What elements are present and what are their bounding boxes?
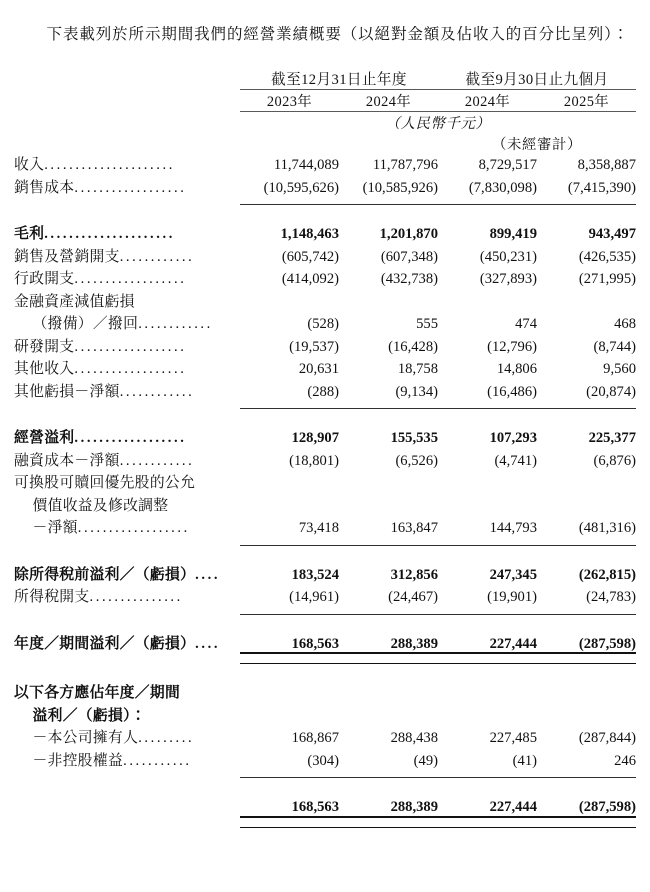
intro-paragraph: 下表載列於所示期間我們的經營業績概要（以絕對金額及佔收入的百分比呈列）： bbox=[46, 25, 630, 43]
table-row bbox=[14, 705, 636, 728]
row-value-col-1: (19,537) bbox=[289, 338, 339, 355]
row-value-col-4: 943,497 bbox=[588, 226, 637, 242]
header-group-row bbox=[14, 68, 636, 90]
row-value-col-4 bbox=[537, 495, 636, 518]
double-rule-segment-col-3 bbox=[438, 819, 537, 828]
double-rule-line bbox=[537, 816, 636, 828]
header-currency-row bbox=[14, 112, 636, 134]
row-spacer bbox=[14, 409, 636, 428]
row-value-col-3: (16,486) bbox=[487, 383, 537, 400]
dot-leader: ............ bbox=[119, 248, 195, 265]
row-label-text: （撥備）／撥回 bbox=[32, 316, 139, 332]
row-value-col-2 bbox=[339, 472, 438, 495]
row-value-col-3: 144,793 bbox=[489, 520, 537, 536]
double-rule-segment-col-4 bbox=[537, 819, 636, 828]
row-value-col-3: 899,419 bbox=[489, 226, 537, 242]
header-year-2025-interim: 2025年 bbox=[537, 90, 636, 112]
header-year-2024-annual: 2024年 bbox=[339, 90, 438, 112]
row-label-text: 銷售及營銷開支 bbox=[14, 248, 120, 265]
financial-summary-table bbox=[14, 68, 636, 828]
row-value-col-1: 168,563 bbox=[291, 799, 339, 815]
row-label-text: －淨額 bbox=[32, 520, 78, 536]
row-value-col-2: (9,134) bbox=[395, 383, 438, 400]
row-value-col-4: (271,995) bbox=[578, 271, 637, 287]
row-label bbox=[14, 495, 240, 518]
row-value-col-2: 288,389 bbox=[390, 799, 438, 815]
currency-note: （人民幣千元） bbox=[385, 116, 491, 132]
row-value-col-4: (287,598) bbox=[578, 635, 637, 652]
double-rule-segment-col-2 bbox=[339, 655, 438, 664]
table-body bbox=[14, 154, 636, 828]
dot-leader: .... bbox=[195, 635, 221, 652]
row-value-col-2 bbox=[339, 495, 438, 518]
row-value-col-2: 555 bbox=[416, 316, 438, 332]
dot-leader: .................. bbox=[74, 430, 187, 446]
row-value-col-2: (16,428) bbox=[388, 338, 438, 355]
row-label-text: 銷售成本 bbox=[14, 179, 75, 196]
row-value-col-3: 8,729,517 bbox=[478, 157, 537, 173]
row-value-col-1: (288) bbox=[307, 383, 339, 400]
table-row bbox=[14, 586, 636, 609]
row-value-col-1: (18,801) bbox=[289, 452, 339, 469]
row-label bbox=[14, 450, 240, 473]
dot-leader: ..................... bbox=[44, 226, 175, 242]
row-value-col-3: (327,893) bbox=[479, 271, 537, 287]
dot-leader: ......... bbox=[138, 730, 195, 746]
row-value-col-2: 312,856 bbox=[390, 566, 438, 583]
row-label-text: 金融資產減值虧損 bbox=[14, 293, 135, 310]
row-value-col-1 bbox=[240, 705, 339, 728]
row-value-col-1: 168,563 bbox=[291, 635, 339, 652]
row-value-col-2: 288,438 bbox=[390, 730, 438, 746]
header-spacer bbox=[14, 90, 240, 112]
row-value-col-1: (605,742) bbox=[281, 248, 339, 265]
double-rule-line bbox=[240, 652, 339, 664]
header-spacer bbox=[339, 133, 438, 154]
spacer-cell bbox=[537, 664, 636, 682]
row-value-col-1 bbox=[240, 472, 339, 495]
row-value-col-2: 288,389 bbox=[390, 635, 438, 652]
row-value-col-4: (287,844) bbox=[578, 730, 637, 746]
spacer-cell bbox=[537, 205, 636, 224]
row-value-col-3: (450,231) bbox=[479, 248, 537, 265]
unaudited-note: （未經審計） bbox=[492, 137, 582, 153]
row-value-col-1: 168,867 bbox=[291, 730, 339, 746]
spacer-cell bbox=[438, 778, 537, 797]
row-spacer bbox=[14, 545, 636, 564]
double-rule-line bbox=[240, 816, 339, 828]
row-value-col-2: (607,348) bbox=[380, 248, 438, 265]
double-rule-segment-col-1 bbox=[240, 819, 339, 828]
table-row bbox=[14, 223, 636, 246]
total-double-rule bbox=[14, 819, 636, 828]
double-rule-line bbox=[537, 652, 636, 664]
row-label bbox=[14, 268, 240, 291]
row-value-col-1: (14,961) bbox=[289, 589, 339, 605]
row-label-text: 除所得稅前溢利／（虧損） bbox=[14, 566, 196, 583]
row-value-col-4: 468 bbox=[614, 316, 637, 332]
table-row bbox=[14, 750, 636, 773]
spacer-cell bbox=[339, 664, 438, 682]
row-label-text: 毛利 bbox=[14, 226, 45, 242]
dot-leader: ............ bbox=[119, 383, 195, 400]
row-value-col-3: 227,444 bbox=[489, 635, 537, 652]
spacer-cell bbox=[240, 614, 339, 633]
header-spacer bbox=[14, 112, 240, 134]
row-spacer bbox=[14, 614, 636, 633]
row-value-col-3: 107,293 bbox=[489, 430, 537, 446]
row-value-col-1: 1,148,463 bbox=[280, 226, 339, 242]
table-row bbox=[14, 381, 636, 404]
row-spacer bbox=[14, 205, 636, 224]
row-value-col-1: 20,631 bbox=[298, 361, 339, 377]
row-label bbox=[14, 472, 240, 495]
table-row bbox=[14, 336, 636, 359]
spacer-cell bbox=[339, 778, 438, 797]
row-label bbox=[14, 223, 240, 246]
dot-leader: ..................... bbox=[44, 157, 175, 173]
row-value-col-3 bbox=[438, 495, 537, 518]
total-double-rule bbox=[14, 655, 636, 664]
spacer-cell bbox=[339, 409, 438, 428]
row-spacer bbox=[14, 778, 636, 797]
row-value-col-4: (24,783) bbox=[586, 589, 637, 605]
spacer-cell bbox=[14, 664, 240, 682]
table-header bbox=[14, 68, 636, 154]
spacer-cell bbox=[339, 205, 438, 224]
spacer-cell bbox=[438, 409, 537, 428]
spacer-cell bbox=[438, 545, 537, 564]
row-label bbox=[14, 246, 240, 269]
row-label-text: 收入 bbox=[14, 157, 45, 173]
spacer-cell bbox=[240, 205, 339, 224]
dot-leader: ............ bbox=[138, 316, 213, 332]
row-value-col-3: (7,830,098) bbox=[468, 179, 537, 196]
spacer-cell bbox=[14, 205, 240, 224]
row-value-col-2: (10,585,926) bbox=[362, 179, 438, 196]
table-row bbox=[14, 427, 636, 450]
row-label-text: 研發開支 bbox=[14, 338, 75, 355]
row-label-text: 其他收入 bbox=[14, 361, 75, 377]
row-value-col-1: (528) bbox=[307, 316, 339, 332]
rule-pad bbox=[14, 655, 240, 664]
row-label bbox=[14, 796, 240, 819]
row-label-text: －本公司擁有人 bbox=[32, 730, 139, 746]
dot-leader: .................. bbox=[74, 338, 187, 355]
row-value-col-3: (19,901) bbox=[487, 589, 537, 605]
row-label bbox=[14, 381, 240, 404]
row-value-col-2: 18,758 bbox=[397, 361, 438, 377]
dot-leader: .................. bbox=[74, 179, 187, 196]
table-row bbox=[14, 564, 636, 587]
header-year-row bbox=[14, 90, 636, 112]
spacer-cell bbox=[339, 614, 438, 633]
row-value-col-3: 227,485 bbox=[489, 730, 537, 746]
row-label-text: 經營溢利 bbox=[14, 430, 75, 446]
row-value-col-4: (20,874) bbox=[586, 383, 637, 400]
table-row bbox=[14, 682, 636, 705]
row-label-text: 溢利／（虧損）： bbox=[32, 707, 146, 724]
row-value-col-1 bbox=[240, 291, 339, 314]
row-value-col-2: 155,535 bbox=[390, 430, 438, 446]
row-label-text: 融資成本－淨額 bbox=[14, 452, 120, 469]
dot-leader: .... bbox=[195, 566, 221, 583]
row-label bbox=[14, 291, 240, 314]
dot-leader: .................. bbox=[74, 271, 187, 287]
row-value-col-2: (6,526) bbox=[395, 452, 438, 469]
row-value-col-4: (262,815) bbox=[578, 566, 637, 583]
table-row bbox=[14, 246, 636, 269]
row-label bbox=[14, 177, 240, 200]
header-year-2024-interim: 2024年 bbox=[438, 90, 537, 112]
dot-leader: ........... bbox=[123, 752, 192, 769]
row-label-text: 以下各方應佔年度／期間 bbox=[14, 685, 181, 701]
header-unaudited-row bbox=[14, 133, 636, 154]
row-value-col-4: (481,316) bbox=[578, 520, 637, 536]
row-value-col-1: (304) bbox=[307, 752, 339, 769]
row-value-col-2 bbox=[339, 705, 438, 728]
dot-leader: .................. bbox=[77, 520, 190, 536]
row-value-col-1: 183,524 bbox=[291, 566, 339, 583]
row-value-col-4 bbox=[537, 682, 636, 705]
header-spacer bbox=[14, 133, 240, 154]
spacer-cell bbox=[240, 778, 339, 797]
spacer-cell bbox=[14, 409, 240, 428]
row-value-col-2: 11,787,796 bbox=[372, 157, 438, 173]
row-value-col-1: 73,418 bbox=[298, 520, 339, 536]
row-value-col-2: 163,847 bbox=[390, 520, 438, 536]
row-value-col-1: (414,092) bbox=[281, 271, 339, 287]
row-label-text: 其他虧損－淨額 bbox=[14, 383, 120, 400]
header-spacer bbox=[240, 133, 339, 154]
row-value-col-3: 474 bbox=[515, 316, 537, 332]
row-label bbox=[14, 705, 240, 728]
table-row bbox=[14, 727, 636, 750]
row-value-col-4: (426,535) bbox=[578, 248, 637, 265]
row-value-col-2 bbox=[339, 291, 438, 314]
spacer-cell bbox=[240, 409, 339, 428]
double-rule-segment-col-2 bbox=[339, 819, 438, 828]
row-value-col-1 bbox=[240, 682, 339, 705]
row-label-text: －非控股權益 bbox=[32, 752, 124, 769]
row-label bbox=[14, 336, 240, 359]
spacer-cell bbox=[537, 545, 636, 564]
row-label bbox=[14, 313, 240, 336]
row-value-col-3: (12,796) bbox=[487, 338, 537, 355]
row-value-col-3 bbox=[438, 682, 537, 705]
row-value-col-3 bbox=[438, 291, 537, 314]
spacer-cell bbox=[240, 664, 339, 682]
table-row bbox=[14, 313, 636, 336]
row-value-col-2: (24,467) bbox=[388, 589, 438, 605]
spacer-cell bbox=[14, 778, 240, 797]
row-value-col-4: 8,358,887 bbox=[577, 157, 637, 173]
rule-pad bbox=[14, 819, 240, 828]
row-value-col-3: 227,444 bbox=[489, 799, 537, 815]
row-label bbox=[14, 517, 240, 540]
double-rule-line bbox=[438, 816, 537, 828]
row-label bbox=[14, 154, 240, 177]
spacer-cell bbox=[537, 409, 636, 428]
row-value-col-3: 14,806 bbox=[496, 361, 537, 377]
double-rule-segment-col-3 bbox=[438, 655, 537, 664]
double-rule-segment-col-4 bbox=[537, 655, 636, 664]
row-label-text: 價值收益及修改調整 bbox=[32, 497, 169, 514]
row-value-col-2: 1,201,870 bbox=[379, 226, 438, 242]
row-value-col-4: 246 bbox=[614, 752, 637, 769]
row-label-text: 行政開支 bbox=[14, 271, 75, 287]
row-value-col-4 bbox=[537, 291, 636, 314]
row-value-col-1: (10,595,626) bbox=[263, 179, 339, 196]
row-value-col-4: 225,377 bbox=[588, 430, 637, 446]
double-rule-line bbox=[438, 652, 537, 664]
spacer-cell bbox=[438, 664, 537, 682]
row-value-col-3: (4,741) bbox=[494, 452, 537, 469]
row-value-col-4: (7,415,390) bbox=[567, 179, 637, 196]
row-spacer bbox=[14, 664, 636, 682]
dot-leader: .................. bbox=[74, 361, 187, 377]
dot-leader: ............... bbox=[89, 589, 183, 605]
row-value-col-4 bbox=[537, 705, 636, 728]
row-label bbox=[14, 727, 240, 750]
spacer-cell bbox=[537, 778, 636, 797]
spacer-cell bbox=[438, 614, 537, 633]
row-label bbox=[14, 427, 240, 450]
row-label bbox=[14, 682, 240, 705]
spacer-cell bbox=[339, 545, 438, 564]
header-year-2023-annual: 2023年 bbox=[240, 90, 339, 112]
row-value-col-4 bbox=[537, 472, 636, 495]
row-value-col-3 bbox=[438, 472, 537, 495]
row-label bbox=[14, 586, 240, 609]
double-rule-line bbox=[339, 816, 438, 828]
row-label-text: 所得稅開支 bbox=[14, 589, 90, 605]
header-group-nine-months: 截至9月30日止九個月 bbox=[438, 68, 636, 90]
table-row bbox=[14, 495, 636, 518]
double-rule-segment-col-1 bbox=[240, 655, 339, 664]
double-rule-line bbox=[339, 652, 438, 664]
table-row bbox=[14, 268, 636, 291]
row-label bbox=[14, 750, 240, 773]
table-row bbox=[14, 154, 636, 177]
row-value-col-4: (287,598) bbox=[578, 799, 637, 815]
dot-leader: ............ bbox=[119, 452, 195, 469]
table-row bbox=[14, 472, 636, 495]
row-value-col-2 bbox=[339, 682, 438, 705]
spacer-cell bbox=[14, 545, 240, 564]
spacer-cell bbox=[438, 205, 537, 224]
row-label bbox=[14, 633, 240, 656]
spacer-cell bbox=[537, 614, 636, 633]
spacer-cell bbox=[240, 545, 339, 564]
row-value-col-4: (8,744) bbox=[593, 338, 637, 355]
row-label-text: 可換股可贖回優先股的公允 bbox=[14, 475, 196, 491]
row-label-text: 年度／期間溢利／（虧損） bbox=[14, 635, 196, 652]
spacer-cell bbox=[14, 614, 240, 633]
table-row bbox=[14, 358, 636, 381]
row-value-col-1: 11,744,089 bbox=[273, 157, 339, 173]
header-spacer bbox=[14, 68, 240, 90]
row-value-col-2: (432,738) bbox=[380, 271, 438, 287]
table-row bbox=[14, 291, 636, 314]
row-value-col-2: (49) bbox=[413, 752, 438, 769]
table-row bbox=[14, 517, 636, 540]
row-label bbox=[14, 564, 240, 587]
row-value-col-3 bbox=[438, 705, 537, 728]
row-value-col-3: 247,345 bbox=[489, 566, 537, 583]
row-value-col-3: (41) bbox=[512, 752, 537, 769]
table-row bbox=[14, 177, 636, 200]
row-label bbox=[14, 358, 240, 381]
row-value-col-1 bbox=[240, 495, 339, 518]
row-value-col-4: (6,876) bbox=[593, 452, 637, 469]
row-value-col-4: 9,560 bbox=[603, 361, 637, 377]
table-row bbox=[14, 450, 636, 473]
row-value-col-1: 128,907 bbox=[291, 430, 339, 446]
header-group-annual: 截至12月31日止年度 bbox=[240, 68, 438, 90]
